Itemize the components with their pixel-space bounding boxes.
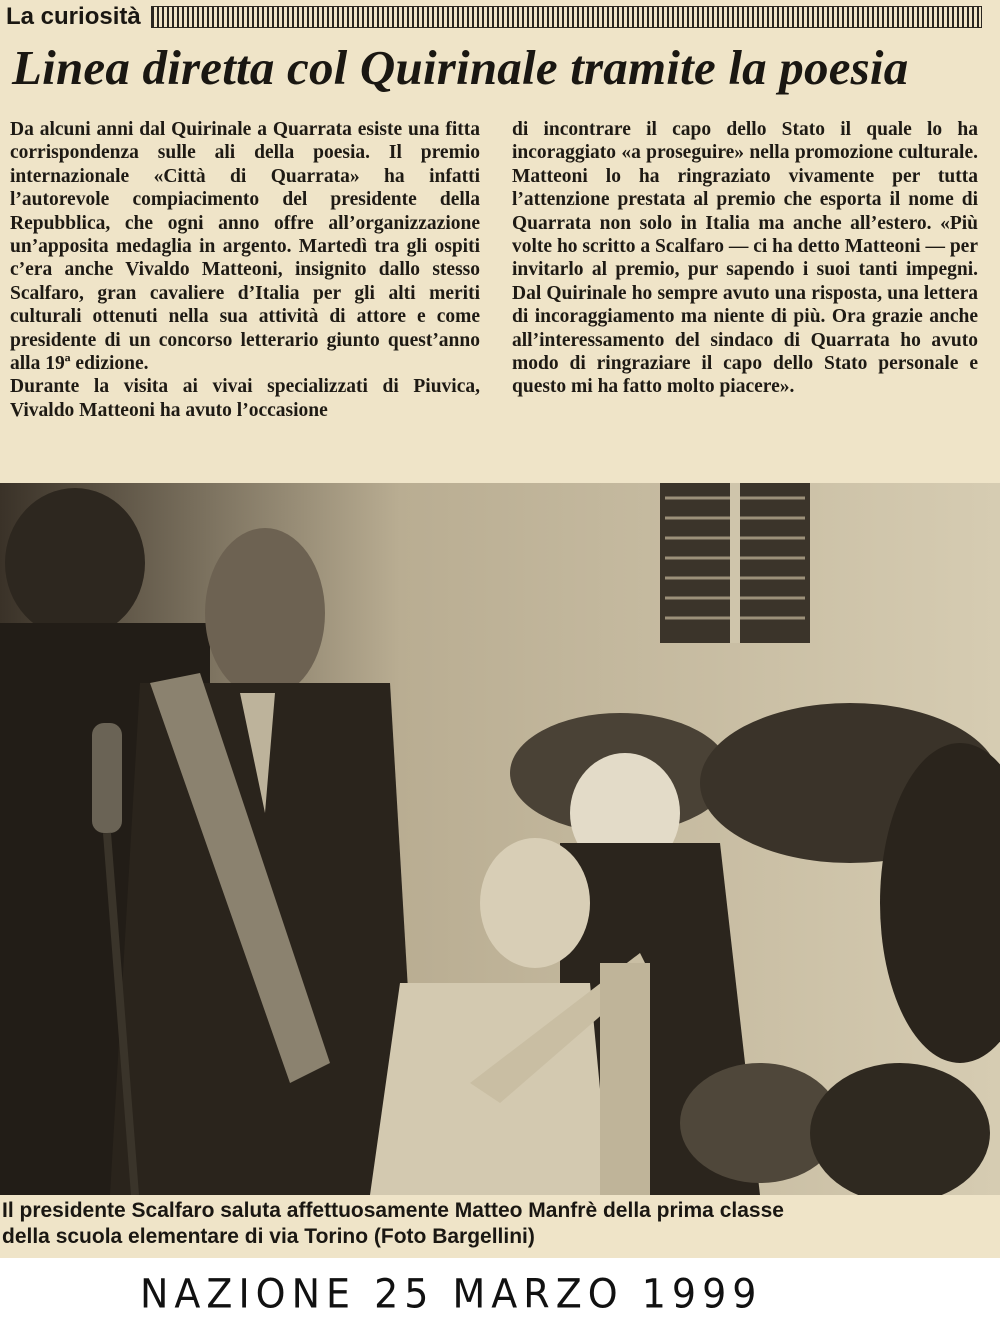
photo-caption [2, 1198, 992, 1250]
paragraph: Durante la visita ai vivai specializzati di Piuvica, Vivaldo Matteoni ha avuto l’occasione [10, 376, 480, 421]
paragraph: Da alcuni anni dal Quirinale a Quarrata esiste una fitta corrispondenza sulle ali della poesia. Il premio internazionale «Città di Quarrata» ha infatti l’autorevole compiacimento del presidente della Repubblica, che ogni anno offre all’organizzazione un’apposita medaglia in argento. Martedì tra gli ospiti c’era anche Vivaldo Matteoni, insignito dallo stesso Scalfaro, gran cavaliere d’Italia per gli alti meriti culturali ottenuti nella sua attività di attore e come presidente di un concorso letterario giunto quest’anno alla 19ª edizione. [10, 119, 480, 375]
paragraph: di incontrare il capo dello Stato il quale lo ha incoraggiato «a proseguire» nella promozione culturale. Matteoni lo ha ringraziato vivamente per tutta l’attenzione prestata al premio che esporta il nome di Quarrata non solo in Italia ma anche all’estero. «Più volte ho scritto a Scalfaro — ci ha detto Matteoni — per invitarlo al premio, pur sapendo i suoi tanti impegni. Dal Quirinale ho sempre avuto una risposta, una lettera di incoraggiamento ma niente di più. Ora grazie anche all’interessamento del sindaco di Quarrata ho avuto modo di ringraziare il capo dello Stato personale e questo mi ha fatto molto piacere». [512, 119, 978, 398]
hatched-rule [151, 6, 982, 28]
caption-line: della scuola elementare di via Torino (Foto Bargellini) [2, 1225, 535, 1248]
photo-illustration [0, 483, 1000, 1195]
section-kicker: La curiosità [6, 3, 141, 30]
article-headline: Linea diretta col Quirinale tramite la poesia [12, 40, 909, 95]
caption-line: Il presidente Scalfaro saluta affettuosamente Matteo Manfrè della prima classe [2, 1199, 784, 1222]
section-header [6, 4, 982, 30]
handwritten-source-note: NAZIONE 25 MARZO 1999 [140, 1270, 763, 1317]
news-photo [0, 483, 1000, 1195]
article-column-right [512, 118, 978, 399]
article-column-left [10, 118, 480, 422]
